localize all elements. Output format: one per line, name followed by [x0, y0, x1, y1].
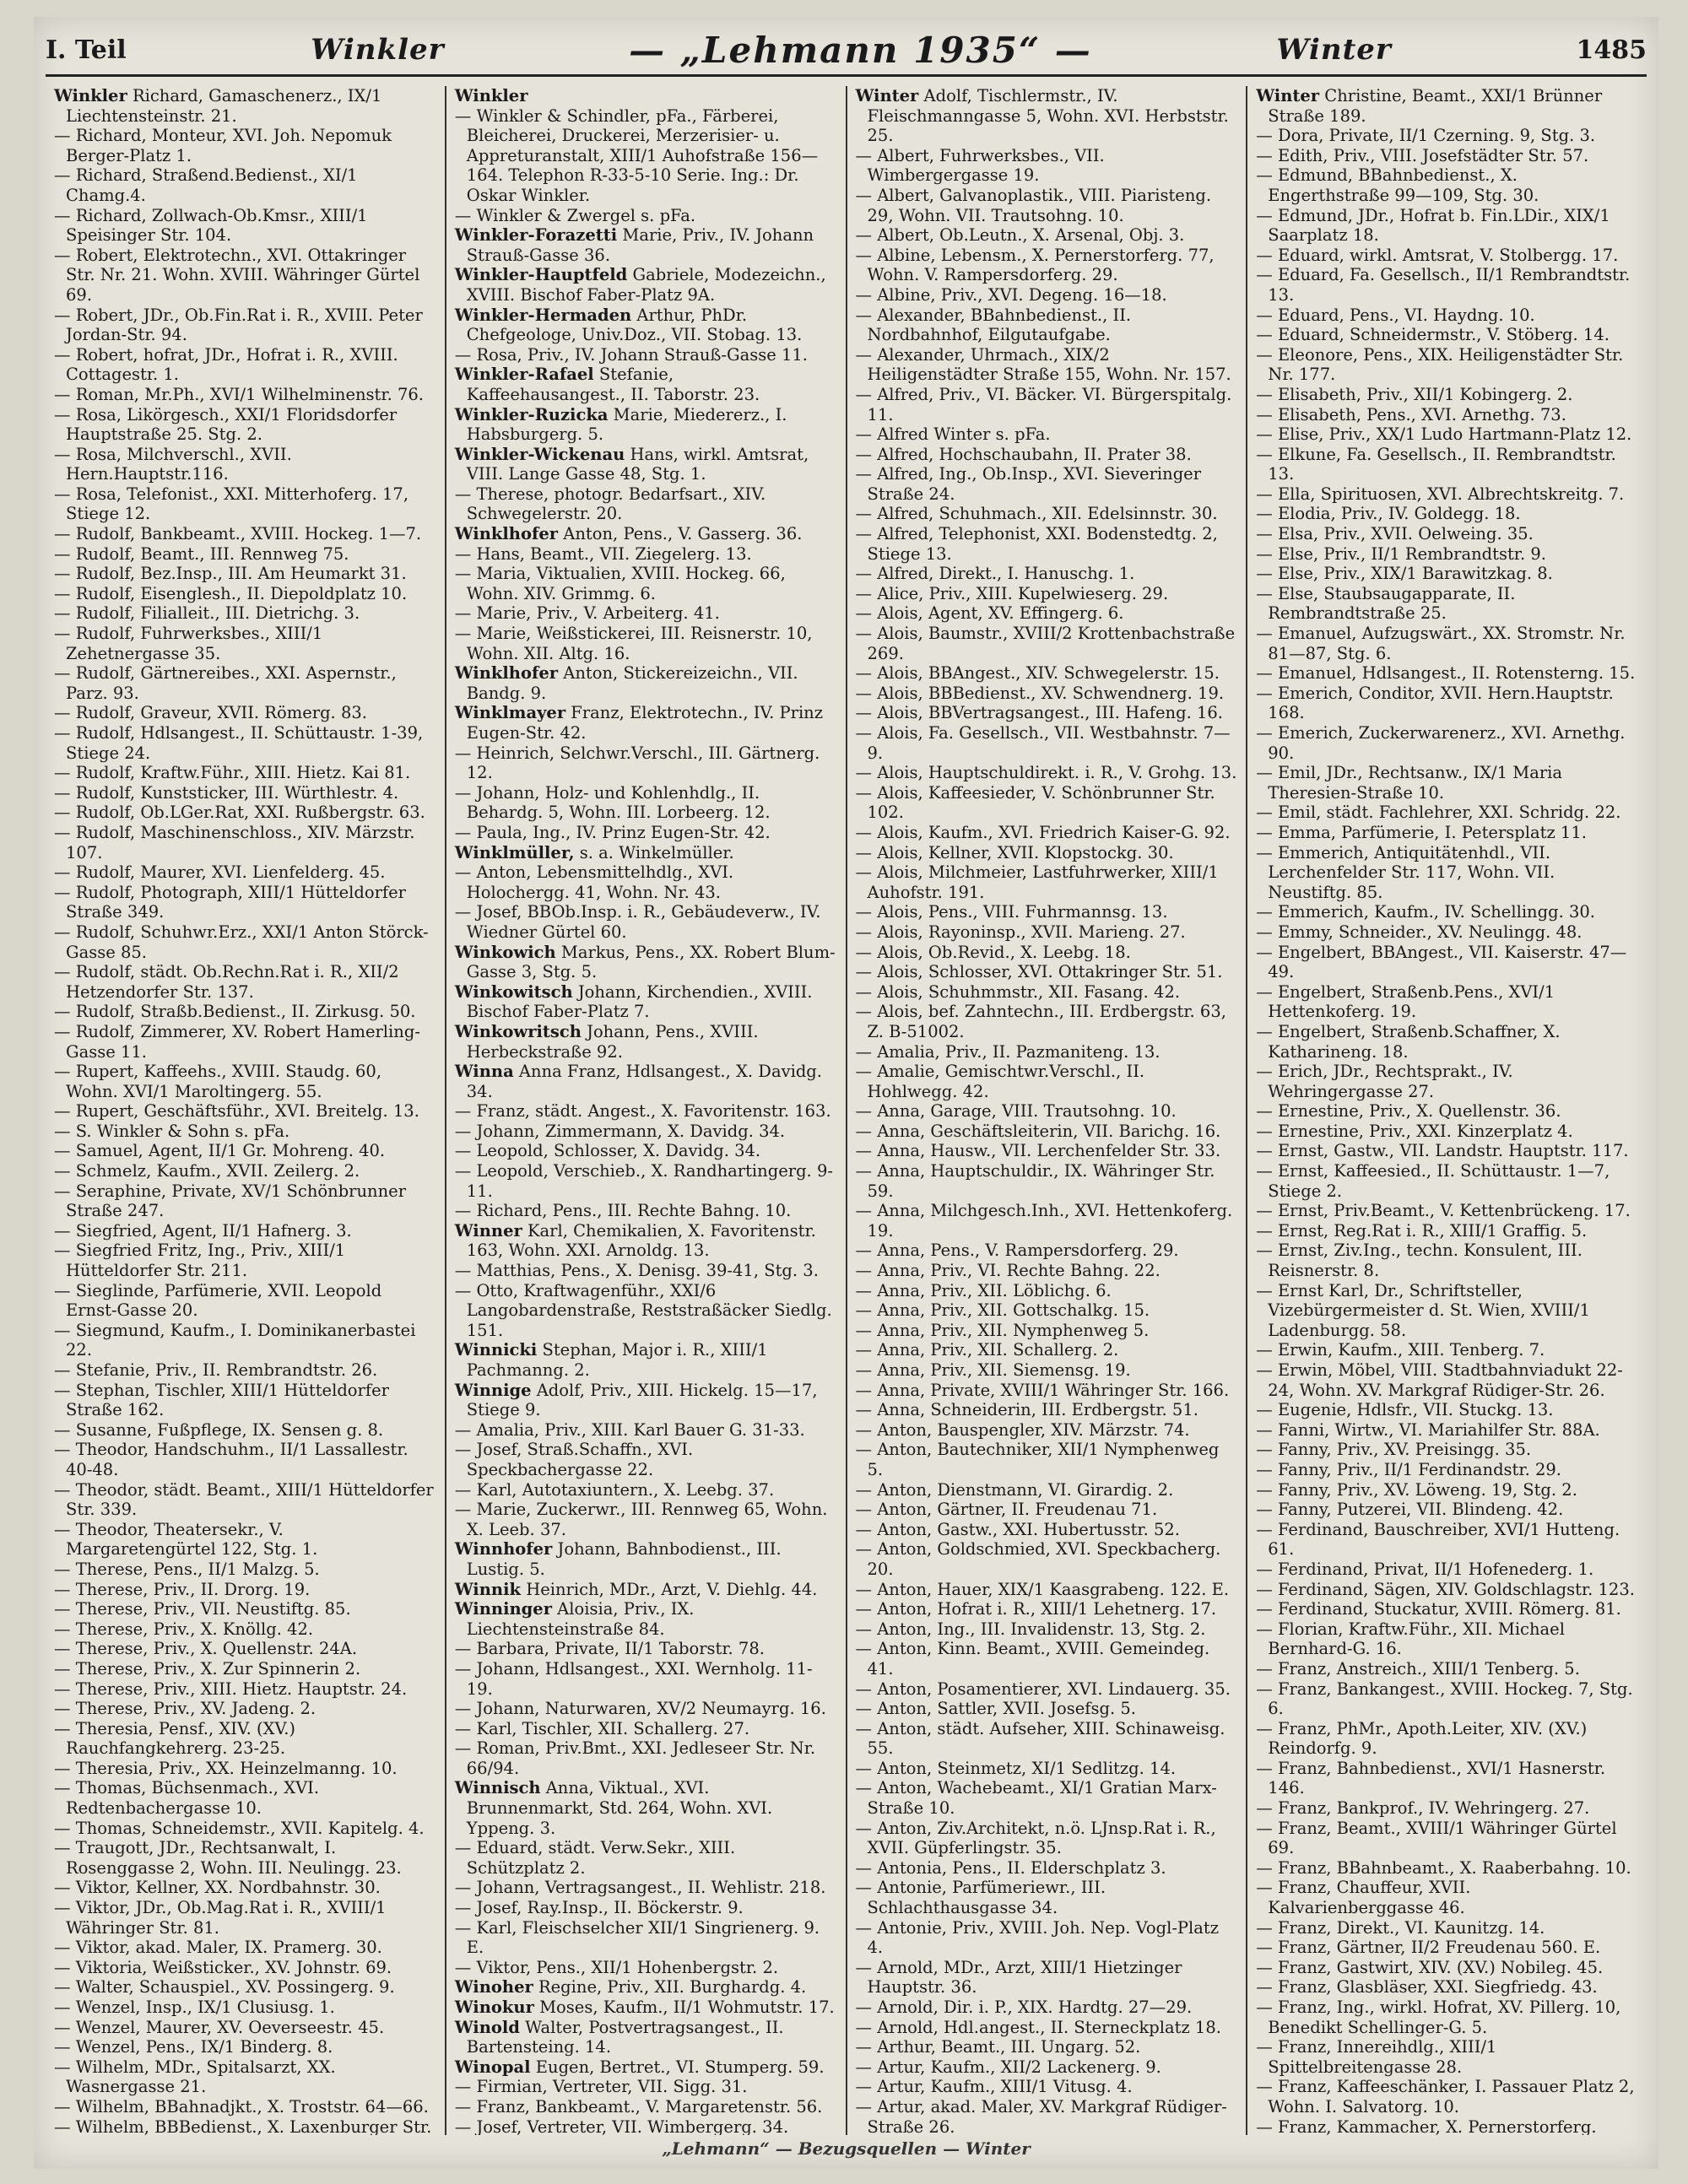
directory-entry: — Alfred, Hochschaubahn, II. Prater 38.: [855, 444, 1192, 464]
directory-entry: — Rosa, Milchverschl., XVII. Hern.Hauptstr.116.: [54, 444, 292, 484]
header-keyword-right: Winter: [1276, 33, 1392, 67]
directory-entry: — Edith, Priv., VIII. Josefstädter Str. 57.: [1256, 145, 1589, 165]
directory-entry: — Walter, Schauspiel., XV. Possingerg. 9.: [54, 1977, 395, 1997]
directory-entry: — Alice, Priv., XIII. Kupelwieserg. 29.: [855, 583, 1169, 603]
directory-entry: — Rudolf, Fuhrwerksbes., XIII/1 Zehetnergasse 35.: [54, 624, 323, 663]
directory-entry: — Anton, Ziv.Architekt, n.ö. LJnsp.Rat i. R., XVII. Güpferlingstr. 35.: [855, 1818, 1216, 1858]
directory-entry: — Anton, Wachebeamt., XI/1 Gratian Marx-Straße 10.: [855, 1778, 1217, 1819]
directory-entry: — Rudolf, Beamt., III. Rennweg 75.: [54, 543, 349, 564]
directory-entry: — Anna, Priv., XII. Schallerg. 2.: [855, 1340, 1119, 1360]
column-1: [46, 86, 446, 2135]
directory-entry: — Dora, Private, II/1 Czerning. 9, Stg. 3.: [1256, 126, 1596, 146]
directory-entry: — Arnold, Hdl.angest., II. Sterneckplatz 18.: [855, 2017, 1221, 2037]
directory-entry: — Anton, Sattler, XVII. Josefsg. 5.: [855, 1699, 1136, 1719]
directory-entry: — Fanni, Wirtw., VI. Mariahilfer Str. 88A.: [1256, 1419, 1600, 1440]
directory-entry: — Ernst, Kaffeesied., II. Schüttaustr. 1—7, Stiege 2.: [1256, 1161, 1610, 1201]
directory-entry: — Heinrich, Selchwr.Verschl., III. Gärtnerg. 12.: [454, 743, 820, 783]
directory-entry: — Wenzel, Maurer, XV. Oeverseestr. 45.: [54, 2017, 385, 2037]
directory-entry: — Matthias, Pens., X. Denisg. 39-41, Stg. 3.: [454, 1261, 819, 1281]
directory-entry: — Therese, Priv., X. Quellenstr. 24A.: [54, 1639, 358, 1659]
directory-entry: Winklhofer Anton, Stickereizeichn., VII. Bandg. 9.: [454, 663, 798, 703]
directory-entry: — Ernst, Gastw., VII. Landstr. Hauptstr. 117.: [1256, 1141, 1629, 1161]
directory-entry: — Ernst, Reg.Rat i. R., XIII/1 Graffig. 5.: [1256, 1220, 1588, 1241]
directory-entry: — Anton, Posamentierer, XVI. Lindauerg. 35.: [855, 1679, 1231, 1699]
directory-entry: — Alois, BBVertragsangest., III. Hafeng. 16.: [855, 703, 1223, 723]
directory-entry: — Anton, Lebensmittelhdlg., XVI. Holochergg. 41, Wohn. Nr. 43.: [454, 862, 734, 902]
directory-entry: — Ernst, Ziv.Ing., techn. Konsulent, III. Reisnerstr. 8.: [1256, 1241, 1582, 1281]
directory-entry: — Emerich, Conditor, XVII. Hern.Hauptstr. 168.: [1256, 683, 1614, 723]
directory-entry: — Siegmund, Kaufm., I. Dominikanerbastei 22.: [54, 1320, 416, 1360]
directory-entry: — Ernestine, Priv., X. Quellenstr. 36.: [1256, 1101, 1561, 1122]
directory-entry: — Therese, Priv., X. Zur Spinnerin 2.: [54, 1658, 361, 1679]
directory-entry: — Eugenie, Hdlsfr., VII. Stuckg. 13.: [1256, 1400, 1554, 1420]
directory-entry: — Emma, Parfümerie, I. Petersplatz 11.: [1256, 822, 1587, 842]
directory-entry: — Anna, Milchgesch.Inh., XVI. Hettenkoferg. 19.: [855, 1201, 1233, 1241]
directory-entry: Winnhofer Johann, Bahnbodienst., III. Lustig. 5.: [454, 1539, 782, 1579]
column-3: [847, 86, 1248, 2135]
directory-entry: — Alois, Ob.Revid., X. Leebg. 18.: [855, 942, 1131, 962]
directory-entry: — Alois, Agent, XV. Effingerg. 6.: [855, 603, 1124, 624]
directory-entry: — Eleonore, Pens., XIX. Heiligenstädter Str. Nr. 177.: [1256, 344, 1624, 385]
directory-entry: — Karl, Tischler, XII. Schallerg. 27.: [454, 1718, 750, 1738]
directory-entry: — Theresia, Priv., XX. Heinzelmanng. 10.: [54, 1758, 398, 1778]
column-2: [446, 86, 847, 2135]
directory-entry: — Richard, Monteur, XVI. Joh. Nepomuk Berger-Platz 1.: [54, 126, 392, 165]
directory-entry: — Wilhelm, BBahnadjkt., X. Troststr. 64—66.: [54, 2096, 429, 2116]
directory-entry: — Rudolf, Gärtnereibes., XXI. Aspernstr., Parz. 93.: [54, 663, 397, 703]
directory-entry: Winklmayer Franz, Elektrotechn., IV. Prinz Eugen-Str. 42.: [454, 703, 824, 743]
directory-entry: — Franz, Bankprof., IV. Wehringerg. 27.: [1256, 1798, 1590, 1819]
directory-entry: — Rudolf, Bankbeamt., XVIII. Hockeg. 1—7.: [54, 524, 422, 544]
directory-entry: — Anton, Gastw., XXI. Hubertusstr. 52.: [855, 1519, 1180, 1539]
directory-entry: Winold Walter, Postvertragsangest., II. Bartensteing. 14.: [454, 2017, 784, 2057]
directory-entry: — Rudolf, Kunststicker, III. Würthlestr. 4.: [54, 782, 399, 803]
directory-entry: — Engelbert, BBAngest., VII. Kaiserstr. 47—49.: [1256, 942, 1627, 982]
directory-entry: — Alois, Milchmeier, Lastfuhrwerker, XIII/1 Auhofstr. 191.: [855, 862, 1219, 902]
directory-entry: Winnisch Anna, Viktual., XVI. Brunnenmarkt, Std. 264, Wohn. XVI. Yppeng. 3.: [454, 1778, 773, 1838]
directory-entry: — Alfred Winter s. pFa.: [855, 424, 1051, 445]
directory-entry: — Alois, Schuhmmstr., XII. Fasang. 42.: [855, 981, 1181, 1002]
column-4: [1247, 86, 1647, 2135]
directory-entry: — Rudolf, Hdlsangest., II. Schüttaustr. 1-39, Stiege 24.: [54, 723, 424, 763]
directory-entry: Winklmüller, s. a. Winkelmüller.: [454, 842, 734, 862]
directory-entry: — Emil, städt. Fachlehrer, XXI. Schridg. 22.: [1256, 803, 1621, 823]
directory-entry: — Anna, Priv., XII. Gottschalkg. 15.: [855, 1300, 1150, 1321]
directory-entry: — Josef, Ray.Insp., II. Böckerstr. 9.: [454, 1898, 744, 1918]
directory-entry: — Theresia, Pensf., XIV. (XV.) Rauchfangkehrerg. 23-25.: [54, 1718, 296, 1759]
directory-entry: Winkler-Hauptfeld Gabriele, Modezeichn., XVIII. Bischof Faber-Platz 9A.: [454, 265, 826, 305]
directory-entry: — Franz, Ing., wirkl. Hofrat, XV. Pillerg. 10, Benedikt Schellinger-G. 5.: [1256, 1997, 1621, 2037]
directory-entry: — Franz, PhMr., Apoth.Leiter, XIV. (XV.) Reindorfg. 9.: [1256, 1718, 1588, 1759]
directory-entry: Winklhofer Anton, Pens., V. Gasserg. 36.: [454, 524, 803, 544]
directory-entry: — Emmy, Schneider., XV. Neulingg. 48.: [1256, 922, 1582, 942]
directory-entry: — Barbara, Private, II/1 Taborstr. 78.: [454, 1639, 765, 1659]
directory-entry: — Traugott, JDr., Rechtsanwalt, I. Rosenggasse 2, Wohn. III. Neulingg. 23.: [54, 1838, 402, 1878]
directory-entry: — Ernst Karl, Dr., Schriftsteller, Vizebürgermeister d. St. Wien, XVIII/1 Ladenburgg. 58.: [1256, 1280, 1590, 1340]
directory-entry: — Anton, Goldschmied, XVI. Speckbacherg. 20.: [855, 1539, 1221, 1579]
directory-entry: — Josef, Vertreter, VII. Wimbergerg. 34.: [454, 2116, 789, 2135]
directory-entry: — Anna, Priv., XII. Nymphenweg 5.: [855, 1320, 1150, 1340]
directory-entry: Winninger Aloisia, Priv., IX. Liechtensteinstraße 84.: [454, 1599, 695, 1639]
directory-entry: — Alois, Kaffeesieder, V. Schönbrunner Str. 102.: [855, 782, 1215, 823]
directory-entry: — Albert, Fuhrwerksbes., VII. Wimbergergasse 19.: [855, 145, 1105, 186]
directory-entry: — Ferdinand, Stuckatur, XVIII. Römerg. 81.: [1256, 1599, 1621, 1619]
header-keyword-left: Winkler: [311, 33, 445, 67]
directory-entry: — Rudolf, Kraftw.Führ., XIII. Hietz. Kai 81.: [54, 763, 411, 783]
directory-entry: — Alois, Fa. Gesellsch., VII. Westbahnstr. 7—9.: [855, 723, 1231, 763]
directory-entry: — Rudolf, Maurer, XVI. Lienfelderg. 45.: [54, 862, 386, 883]
directory-entry: — Rudolf, Straßb.Bedienst., II. Zirkusg. 50.: [54, 1002, 416, 1022]
directory-entry: — Anton, Hauer, XIX/1 Kaasgrabeng. 122. E.: [855, 1579, 1230, 1599]
directory-entry: — Thomas, Büchsenmach., XVI. Redtenbachergasse 10.: [54, 1778, 320, 1819]
directory-entry: — Alfred, Schuhmach., XII. Edelsinnstr. 30.: [855, 504, 1218, 524]
directory-entry: — Karl, Autotaxiuntern., X. Leebg. 37.: [454, 1479, 775, 1500]
directory-entry: — Seraphine, Private, XV/1 Schönbrunner Straße 247.: [54, 1181, 407, 1221]
directory-entry: — Rudolf, Filialleit., III. Dietrichg. 3.: [54, 603, 360, 624]
directory-entry: — Ferdinand, Privat, II/1 Hofenederg. 1.: [1256, 1559, 1594, 1579]
directory-entry: — Anton, Bautechniker, XII/1 Nymphenweg 5.: [855, 1440, 1220, 1479]
directory-entry: — Franz, Anstreich., XIII/1 Tenberg. 5.: [1256, 1658, 1580, 1679]
directory-entry: Winter Adolf, Tischlermstr., IV. Fleischmanngasse 5, Wohn. XVI. Herbststr. 25.: [855, 86, 1229, 146]
directory-entry: — Albine, Lebensm., X. Pernerstorferg. 77, Wohn. V. Rampersdorferg. 29.: [855, 245, 1215, 285]
directory-entry: — Alois, Rayoninsp., XVII. Marieng. 27.: [855, 922, 1186, 942]
directory-entry: — Emanuel, Hdlsangest., II. Rotensterng. 15.: [1256, 663, 1636, 684]
directory-entry: — Therese, Priv., XV. Jadeng. 2.: [54, 1699, 316, 1719]
directory-entry: — Stephan, Tischler, XIII/1 Hütteldorfer Straße 162.: [54, 1380, 389, 1420]
directory-entry: — Eduard, Pens., VI. Haydng. 10.: [1256, 305, 1535, 325]
directory-entry: — Otto, Kraftwagenführ., XXI/6 Langobardenstraße, Reststraßäcker Siedlg. 151.: [454, 1280, 832, 1340]
directory-entry: — Eduard, Schneidermstr., V. Stöberg. 14.: [1256, 325, 1610, 345]
directory-entry: Winkler-Hermaden Arthur, PhDr. Chefgeologe, Univ.Doz., VII. Stobag. 13.: [454, 305, 803, 345]
directory-entry: — Viktor, Kellner, XX. Nordbahnstr. 30.: [54, 1878, 381, 1898]
directory-entry: — Johann, Zimmermann, X. Davidg. 34.: [454, 1121, 786, 1141]
directory-entry: — Ernestine, Priv., XXI. Kinzerplatz 4.: [1256, 1121, 1573, 1141]
directory-entry: — Emmerich, Antiquitätenhdl., VII. Lerchenfelder Str. 117, Wohn. VII. Neustiftg. 85.: [1256, 842, 1555, 902]
directory-entry: — Eduard, Fa. Gesellsch., II/1 Rembrandtstr. 13.: [1256, 265, 1631, 305]
directory-entry: — Elkune, Fa. Gesellsch., II. Rembrandtstr. 13.: [1256, 444, 1616, 484]
directory-entry: — Roman, Mr.Ph., XVI/1 Wilhelminenstr. 76.: [54, 384, 424, 404]
directory-entry: — Alois, Schlosser, XVI. Ottakringer Str. 51.: [855, 962, 1223, 982]
directory-entry: Winkler-Rafael Stefanie, Kaffeehausangest., II. Taborstr. 23.: [454, 365, 760, 404]
directory-entry: — Theodor, Handschuhm., II/1 Lassallestr. 40-48.: [54, 1440, 408, 1479]
directory-entry: — Wenzel, Insp., IX/1 Clusiusg. 1.: [54, 1997, 335, 2017]
directory-entry: — Sieglinde, Parfümerie, XVII. Leopold Ernst-Gasse 20.: [54, 1280, 382, 1321]
directory-entry: — Elise, Priv., XX/1 Ludo Hartmann-Platz 12.: [1256, 424, 1632, 445]
directory-entry: — Elisabeth, Pens., XVI. Arnethg. 73.: [1256, 404, 1566, 424]
directory-entry: — Erich, JDr., Rechtsprakt., IV. Wehringergasse 27.: [1256, 1062, 1513, 1101]
directory-entry: — Anton, Dienstmann, VI. Girardig. 2.: [855, 1479, 1174, 1500]
directory-entry: — Franz, Gastwirt, XIV. (XV.) Nobileg. 45.: [1256, 1957, 1604, 1977]
directory-entry: — Else, Priv., XIX/1 Barawitzkag. 8.: [1256, 564, 1553, 584]
directory-entry: Winter Christine, Beamt., XXI/1 Brünner Straße 189.: [1256, 86, 1603, 126]
directory-entry: — Fanny, Priv., II/1 Ferdinandstr. 29.: [1256, 1459, 1561, 1479]
directory-entry: — Marie, Priv., V. Arbeiterg. 41.: [454, 603, 720, 624]
page-footer: „Lehmann“ — Bezugsquellen — Winter: [662, 2138, 1031, 2159]
directory-entry: — Artur, Kaufm., XIII/1 Vitusg. 4.: [855, 2077, 1133, 2097]
directory-entry: — Hans, Beamt., VII. Ziegelerg. 13.: [454, 543, 752, 564]
directory-entry: — Antonie, Parfümeriewr., III. Schlachthausgasse 34.: [855, 1878, 1106, 1918]
directory-entry: Winkowitsch Johann, Kirchendien., XVIII. Bischof Faber-Platz 7.: [454, 981, 813, 1022]
directory-entry: — Rudolf, Eisenglesh., II. Diepoldplatz 10.: [54, 583, 408, 603]
directory-entry: — Winkler & Zwergel s. pFa.: [454, 205, 696, 225]
directory-entry: — Susanne, Fußpflege, IX. Sensen g. 8.: [54, 1419, 384, 1440]
directory-entry: Winna Anna Franz, Hdlsangest., X. Davidg. 34.: [454, 1062, 822, 1101]
directory-entry: — Maria, Viktualien, XVIII. Hockeg. 66, Wohn. XIV. Grimmg. 6.: [454, 564, 786, 603]
directory-entry: — Arthur, Beamt., III. Ungarg. 52.: [855, 2037, 1141, 2057]
directory-entry: — Anna, Hauptschuldir., IX. Währinger Str. 59.: [855, 1161, 1215, 1201]
directory-entry: — Alfred, Telephonist, XXI. Bodenstedtg. 2, Stiege 13.: [855, 524, 1218, 564]
directory-entry: — Stefanie, Priv., II. Rembrandtstr. 26.: [54, 1360, 378, 1380]
directory-entry: — Anna, Geschäftsleiterin, VII. Barichg. 16.: [855, 1121, 1221, 1141]
directory-entry: — Paula, Ing., IV. Prinz Eugen-Str. 42.: [454, 822, 771, 842]
directory-entry: — Franz, Glasbläser, XXI. Siegfriedg. 43.: [1256, 1977, 1598, 1997]
directory-entry: — Anton, Hofrat i. R., XIII/1 Lehetnerg. 17.: [855, 1599, 1217, 1619]
directory-entry: — Rudolf, Maschinenschloss., XIV. Märzstr. 107.: [54, 822, 415, 862]
directory-entry: Winnik Heinrich, MDr., Arzt, V. Diehlg. 44.: [454, 1579, 818, 1599]
directory-entry: — Anton, Steinmetz, XI/1 Sedlitzg. 14.: [855, 1758, 1177, 1778]
directory-entry: — Alois, Pens., VIII. Fuhrmannsg. 13.: [855, 902, 1168, 922]
directory-entry: — Siegfried Fritz, Ing., Priv., XIII/1 Hütteldorfer Str. 211.: [54, 1241, 346, 1281]
directory-entry: — Johann, Vertragsangest., II. Wehlistr. 218.: [454, 1878, 826, 1898]
directory-entry: — Anna, Pens., V. Rampersdorferg. 29.: [855, 1241, 1179, 1261]
directory-entry: — Erwin, Kaufm., XIII. Tenberg. 7.: [1256, 1340, 1545, 1360]
directory-entry: — Edmund, BBahnbedienst., X. Engerthstraße 99—109, Stg. 30.: [1256, 165, 1539, 205]
directory-entry: — Anton, städt. Aufseher, XIII. Schinaweisg. 55.: [855, 1718, 1225, 1759]
directory-entry: — Rupert, Geschäftsführ., XVI. Breitelg. 13.: [54, 1101, 419, 1122]
directory-entry: — Artur, akad. Maler, XV. Markgraf Rüdiger-Straße 26.: [855, 2096, 1227, 2135]
directory-entry: — Franz, städt. Angest., X. Favoritenstr. 163.: [454, 1101, 831, 1122]
directory-entry: — Emil, JDr., Rechtsanw., IX/1 Maria Theresien-Straße 10.: [1256, 763, 1563, 803]
directory-entry: — Theodor, Theatersekr., V. Margaretengürtel 122, Stg. 1.: [54, 1519, 318, 1560]
directory-entry: — Franz, Bahnbedienst., XVI/1 Hasnerstr. 146.: [1256, 1758, 1606, 1798]
directory-entry: — Viktor, Pens., XII/1 Hohenbergstr. 2.: [454, 1957, 779, 1977]
directory-entry: — Anna, Garage, VIII. Trautsohng. 10.: [855, 1101, 1177, 1122]
directory-entry: — Franz, Kaffeeschänker, I. Passauer Platz 2, Wohn. I. Salvatorg. 10.: [1256, 2077, 1635, 2116]
directory-entry: — Fanny, Priv., XV. Löweng. 19, Stg. 2.: [1256, 1479, 1577, 1500]
directory-entry: — Therese, Priv., X. Knöllg. 42.: [54, 1619, 314, 1639]
directory-entry: — Theodor, städt. Beamt., XIII/1 Hütteldorfer Str. 339.: [54, 1479, 434, 1520]
directory-entry: — Anton, Kinn. Beamt., XVIII. Gemeindeg. 41.: [855, 1639, 1210, 1679]
directory-entry: — Erwin, Möbel, VIII. Stadtbahnviadukt 22-24, Wohn. XV. Markgraf Rüdiger-Str. 26.: [1256, 1360, 1623, 1400]
directory-entry: — Samuel, Agent, II/1 Gr. Mohreng. 40.: [54, 1141, 386, 1161]
directory-entry: — Elisabeth, Priv., XII/1 Kobingerg. 2.: [1256, 384, 1573, 404]
directory-entry: — Emerich, Zuckerwarenerz., XVI. Arnethg. 90.: [1256, 723, 1626, 763]
directory-entry: — Florian, Kraftw.Führ., XII. Michael Bernhard-G. 16.: [1256, 1619, 1565, 1659]
directory-entry: — Franz, Bankbeamt., V. Margaretenstr. 56.: [454, 2096, 823, 2116]
header-title: — „Lehmann 1935“ —: [629, 29, 1092, 71]
directory-entry: — Wilhelm, MDr., Spitalsarzt, XX. Wasnergasse 21.: [54, 2057, 336, 2097]
directory-entry: — Therese, Priv., XIII. Hietz. Hauptstr. 24.: [54, 1679, 408, 1699]
directory-entry: — Anton, Gärtner, II. Freudenau 71.: [855, 1500, 1158, 1520]
directory-entry: — Alexander, Uhrmach., XIX/2 Heiligenstädter Straße 155, Wohn. Nr. 157.: [855, 344, 1231, 385]
directory-entry: — Else, Staubsaugapparate, II. Rembrandtstraße 25.: [1256, 583, 1516, 624]
directory-entry: — Karl, Fleischselcher XII/1 Singrienerg. 9. E.: [454, 1917, 820, 1958]
directory-entry: — Anna, Priv., VI. Rechte Bahng. 22.: [855, 1261, 1160, 1281]
directory-entry: — Fanny, Priv., XV. Preisingg. 35.: [1256, 1440, 1532, 1460]
directory-entry: — Franz, Chauffeur, XVII. Kalvarienberggasse 46.: [1256, 1878, 1471, 1918]
directory-entry: — Richard, Zollwach-Ob.Kmsr., XIII/1 Speisinger Str. 104.: [54, 205, 368, 246]
directory-entry: — Anna, Hausw., VII. Lerchenfelder Str. 33.: [855, 1141, 1221, 1161]
directory-entry: — Siegfried, Agent, II/1 Hafnerg. 3.: [54, 1220, 352, 1241]
directory-entry: — Rudolf, Schuhwr.Erz., XXI/1 Anton Störck-Gasse 85.: [54, 922, 429, 962]
directory-entry: — Emanuel, Aufzugswärt., XX. Stromstr. Nr. 81—87, Stg. 6.: [1256, 624, 1626, 663]
directory-entry: — Anton, Ing., III. Invalidenstr. 13, Stg. 2.: [855, 1619, 1206, 1639]
directory-entry: — Eduard, städt. Verw.Sekr., XIII. Schützplatz 2.: [454, 1838, 736, 1878]
directory-entry: — Therese, Pens., II/1 Malzg. 5.: [54, 1559, 320, 1579]
directory-entry: — Wilhelm, BBBedienst., X. Laxenburger Str.: [54, 2116, 432, 2135]
directory-entry: — Franz, Gärtner, II/2 Freudenau 560. E.: [1256, 1938, 1601, 1958]
directory-entry: — Rosa, Priv., IV. Johann Strauß-Gasse 11.: [454, 344, 808, 365]
directory-entry: — Firmian, Vertreter, VII. Sigg. 31.: [454, 2077, 748, 2097]
directory-entry: — Johann, Naturwaren, XV/2 Neumayrg. 16.: [454, 1699, 826, 1719]
directory-entry: — Arnold, MDr., Arzt, XIII/1 Hietzinger Hauptstr. 36.: [855, 1957, 1182, 1997]
directory-entry: — Alois, Kaufm., XVI. Friedrich Kaiser-G. 92.: [855, 822, 1231, 842]
directory-entry: — Alfred, Ing., Ob.Insp., XVI. Sieveringer Straße 24.: [855, 464, 1202, 504]
directory-entry: — Ernst, Priv.Beamt., V. Kettenbrückeng. 17.: [1256, 1201, 1631, 1221]
directory-entry: — Franz, Direkt., VI. Kaunitzg. 14.: [1256, 1917, 1545, 1938]
directory-entry: — Alois, Hauptschuldirekt. i. R., V. Grohg. 13.: [855, 763, 1237, 783]
directory-entry: Winkler: [454, 86, 528, 105]
directory-entry: Winnicki Stephan, Major i. R., XIII/1 Pachmanng. 2.: [454, 1340, 768, 1380]
directory-entry: — Ella, Spirituosen, XVI. Albrechtskreitg. 7.: [1256, 484, 1625, 504]
directory-entry: — Marie, Weißstickerei, III. Reisnerstr. 10, Wohn. XII. Altg. 16.: [454, 624, 813, 663]
directory-entry: — Amalie, Gemischtwr.Verschl., II. Hohlwegg. 42.: [855, 1062, 1145, 1101]
directory-entry: — Wenzel, Pens., IX/1 Binderg. 8.: [54, 2037, 333, 2057]
directory-entry: — Antonia, Pens., II. Elderschplatz 3.: [855, 1857, 1166, 1878]
columns: [46, 86, 1647, 2135]
directory-entry: — Anna, Priv., XII. Siemensg. 19.: [855, 1360, 1131, 1380]
directory-entry: — Else, Priv., II/1 Rembrandtstr. 9.: [1256, 543, 1546, 564]
directory-entry: — Richard, Pens., III. Rechte Bahng. 10.: [454, 1201, 792, 1221]
directory-entry: — Josef, Straß.Schaffn., XVI. Speckbachergasse 22.: [454, 1440, 694, 1479]
directory-entry: — Rudolf, Ob.LGer.Rat, XXI. Rußbergstr. 63.: [54, 803, 425, 823]
directory-entry: — Thomas, Schneidemstr., XVII. Kapitelg. 4.: [54, 1818, 425, 1838]
directory-entry: — Elodia, Priv., IV. Goldegg. 18.: [1256, 504, 1521, 524]
directory-entry: — Alexander, BBahnbedienst., II. Nordbahnhof, Eilgutaufgabe.: [855, 305, 1132, 345]
directory-entry: — Roman, Priv.Bmt., XXI. Jedleseer Str. Nr. 66/94.: [454, 1738, 816, 1778]
directory-entry: — Amalia, Priv., XIII. Karl Bauer G. 31-33.: [454, 1419, 805, 1440]
directory-entry: — Franz, Innereihdlg., XIII/1 Spittelbreitengasse 28.: [1256, 2037, 1497, 2077]
directory-entry: — Alois, Kellner, XVII. Klopstockg. 30.: [855, 842, 1174, 862]
directory-entry: — Rosa, Telefonist., XXI. Mitterhoferg. 17, Stiege 12.: [54, 484, 409, 524]
directory-entry: — Rudolf, Photograph, XIII/1 Hütteldorfer Straße 349.: [54, 882, 406, 922]
directory-page: [34, 17, 1658, 2169]
directory-entry: Winkler-Forazetti Marie, Priv., IV. Johann Strauß-Gasse 36.: [454, 225, 814, 265]
directory-entry: — Winkler & Schindler, pFa., Färberei, Bleicherei, Druckerei, Merzerisier- u. Appreturanstalt, XIII/1 Auhofstraße 156—164. Telephon R-33-5-10 Serie. Ing.: Dr. Oskar Winkler.: [454, 105, 819, 205]
directory-entry: — Eduard, wirkl. Amtsrat, V. Stolbergg. 17.: [1256, 245, 1619, 265]
directory-entry: — Anna, Schneiderin, III. Erdbergstr. 51.: [855, 1400, 1198, 1420]
directory-entry: — Amalia, Priv., II. Pazmaniteng. 13.: [855, 1041, 1160, 1062]
directory-entry: Winnige Adolf, Priv., XIII. Hickelg. 15—17, Stiege 9.: [454, 1380, 818, 1420]
directory-entry: Winoher Regine, Priv., XII. Burghardg. 4.: [454, 1977, 807, 1997]
directory-entry: — Alois, BBAngest., XIV. Schwegelerstr. 15.: [855, 663, 1220, 684]
directory-entry: — Franz, Bankangest., XVIII. Hockeg. 7, Stg. 6.: [1256, 1679, 1633, 1719]
directory-entry: — Anton, Bauspengler, XIV. Märzstr. 74.: [855, 1419, 1190, 1440]
directory-entry: — Robert, JDr., Ob.Fin.Rat i. R., XVIII. Peter Jordan-Str. 94.: [54, 305, 423, 345]
directory-entry: — Johann, Holz- und Kohlenhdlg., II. Behardg. 5, Wohn. III. Lorbeerg. 12.: [454, 782, 771, 823]
directory-entry: — Franz, Beamt., XVIII/1 Währinger Gürtel 69.: [1256, 1818, 1617, 1858]
directory-entry: Winokur Moses, Kaufm., II/1 Wohmutstr. 17.: [454, 1997, 835, 2017]
directory-entry: — Viktoria, Weißsticker., XV. Johnstr. 69.: [54, 1957, 392, 1977]
directory-entry: — Rudolf, Graveur, XVII. Römerg. 83.: [54, 703, 367, 723]
directory-entry: — Therese, Priv., VII. Neustiftg. 85.: [54, 1599, 351, 1619]
directory-entry: — Fanny, Putzerei, VII. Blindeng. 42.: [1256, 1500, 1564, 1520]
directory-entry: Winkler Richard, Gamaschenerz., IX/1 Liechtensteinstr. 21.: [54, 86, 382, 126]
directory-entry: Winner Karl, Chemikalien, X. Favoritenstr. 163, Wohn. XXI. Arnoldg. 13.: [454, 1220, 816, 1261]
directory-entry: — Alois, BBBedienst., XV. Schwendnerg. 19.: [855, 683, 1225, 703]
directory-entry: — Elsa, Priv., XVII. Oelweing. 35.: [1256, 524, 1534, 544]
directory-entry: Winkowritsch Johann, Pens., XVIII. Herbeckstraße 92.: [454, 1021, 759, 1062]
directory-entry: — Albert, Ob.Leutn., X. Arsenal, Obj. 3.: [855, 225, 1185, 246]
directory-entry: — Schmelz, Kaufm., XVII. Zeilerg. 2.: [54, 1161, 360, 1181]
directory-entry: — Engelbert, Straßenb.Schaffner, X. Katharineng. 18.: [1256, 1021, 1561, 1062]
directory-entry: — Emmerich, Kaufm., IV. Schellingg. 30.: [1256, 902, 1595, 922]
directory-entry: — Rudolf, Zimmerer, XV. Robert Hamerling-Gasse 11.: [54, 1021, 420, 1062]
directory-entry: — Robert, hofrat, JDr., Hofrat i. R., XVIII. Cottagestr. 1.: [54, 344, 398, 385]
directory-entry: — Rudolf, städt. Ob.Rechn.Rat i. R., XII/2 Hetzendorfer Str. 137.: [54, 962, 399, 1002]
directory-entry: — Johann, Hdlsangest., XXI. Wernholg. 11-19.: [454, 1658, 813, 1699]
directory-entry: — Albine, Priv., XVI. Degeng. 16—18.: [855, 284, 1167, 305]
directory-entry: — Engelbert, Straßenb.Pens., XVI/1 Hettenkoferg. 19.: [1256, 981, 1555, 1022]
directory-entry: — Rudolf, Bez.Insp., III. Am Heumarkt 31.: [54, 564, 407, 584]
directory-entry: — Ferdinand, Sägen, XIV. Goldschlagstr. 123.: [1256, 1579, 1635, 1599]
header-page-number: 1485: [1576, 35, 1647, 65]
directory-entry: Winopal Eugen, Bertret., VI. Stumperg. 59.: [454, 2057, 825, 2077]
directory-entry: — Ferdinand, Bauschreiber, XVI/1 Hutteng. 61.: [1256, 1519, 1620, 1560]
directory-entry: — Anna, Private, XVIII/1 Währinger Str. 166.: [855, 1380, 1230, 1400]
directory-entry: — Franz, Kammacher, X. Pernerstorferg.: [1256, 2116, 1597, 2135]
directory-entry: — Arnold, Dir. i. P., XIX. Hardtg. 27—29.: [855, 1997, 1193, 2017]
directory-entry: — Edmund, JDr., Hofrat b. Fin.LDir., XIX/1 Saarplatz 18.: [1256, 205, 1610, 246]
directory-entry: Winkler-Ruzicka Marie, Miedererz., I. Habsburgerg. 5.: [454, 404, 787, 445]
directory-entry: — Alfred, Direkt., I. Hanuschg. 1.: [855, 564, 1135, 584]
directory-entry: — Viktor, akad. Maler, IX. Pramerg. 30.: [54, 1938, 382, 1958]
directory-entry: — Anna, Priv., XII. Löblichg. 6.: [855, 1280, 1112, 1300]
directory-entry: — Albert, Galvanoplastik., VIII. Piaristeng. 29, Wohn. VII. Trautsohng. 10.: [855, 185, 1212, 225]
directory-entry: — Alois, Baumstr., XVIII/2 Krottenbachstraße 269.: [855, 624, 1236, 663]
directory-entry: — Rupert, Kaffeehs., XVIII. Staudg. 60, Wohn. XVI/1 Maroltingerg. 55.: [54, 1062, 382, 1101]
directory-entry: — Josef, BBOb.Insp. i. R., Gebäudeverw., IV. Wiedner Gürtel 60.: [454, 902, 821, 942]
directory-entry: — Alois, bef. Zahntechn., III. Erdbergstr. 63, Z. B-51002.: [855, 1002, 1226, 1041]
directory-entry: Winkler-Wickenau Hans, wirkl. Amtsrat, VIII. Lange Gasse 48, Stg. 1.: [454, 444, 809, 484]
directory-entry: — Franz, BBahnbeamt., X. Raaberbahng. 10.: [1256, 1857, 1631, 1878]
directory-entry: — S. Winkler & Sohn s. pFa.: [54, 1121, 290, 1141]
directory-entry: — Rosa, Likörgesch., XXI/1 Floridsdorfer Hauptstraße 25. Stg. 2.: [54, 404, 398, 445]
page-header: [46, 25, 1647, 77]
directory-entry: — Antonie, Priv., XVIII. Joh. Nep. Vogl-Platz 4.: [855, 1917, 1220, 1958]
directory-entry: — Marie, Zuckerwr., III. Rennweg 65, Wohn. X. Leeb. 37.: [454, 1500, 828, 1539]
directory-entry: — Viktor, JDr., Ob.Mag.Rat i. R., XVIII/1 Währinger Str. 81.: [54, 1898, 387, 1938]
directory-entry: — Therese, Priv., II. Drorg. 19.: [54, 1579, 311, 1599]
directory-entry: Winkowich Markus, Pens., XX. Robert Blum-Gasse 3, Stg. 5.: [454, 942, 836, 982]
header-part: I. Teil: [46, 35, 127, 65]
directory-entry: — Leopold, Schlosser, X. Davidg. 34.: [454, 1141, 761, 1161]
directory-entry: — Alfred, Priv., VI. Bäcker. VI. Bürgerspitalg. 11.: [855, 384, 1232, 424]
directory-entry: — Therese, photogr. Bedarfsart., XIV. Schwegelerstr. 20.: [454, 484, 766, 524]
directory-entry: — Leopold, Verschieb., X. Randhartingerg. 9-11.: [454, 1161, 833, 1201]
directory-entry: — Richard, Straßend.Bedienst., XI/1 Chamg.4.: [54, 165, 358, 205]
directory-entry: — Artur, Kaufm., XII/2 Lackenerg. 9.: [855, 2057, 1161, 2077]
directory-entry: — Robert, Elektrotechn., XVI. Ottakringer Str. Nr. 21. Wohn. XVIII. Währinger Gürtel 69.: [54, 245, 420, 305]
